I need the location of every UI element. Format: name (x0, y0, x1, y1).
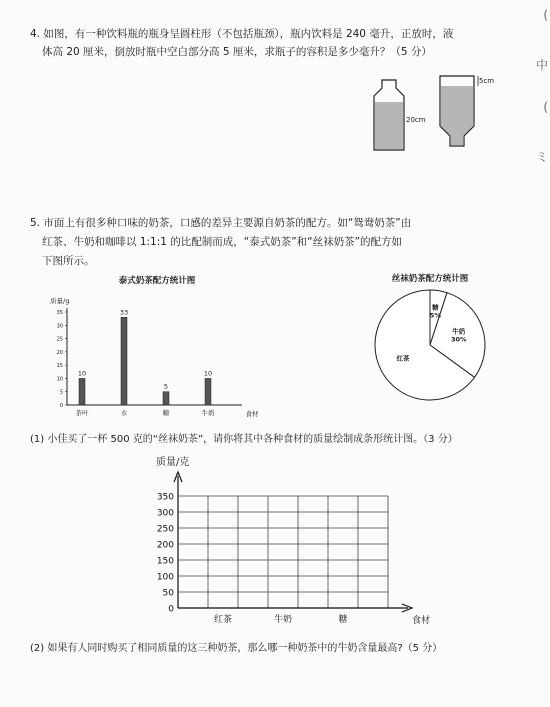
bar (163, 392, 169, 405)
edge-mark: ミ (535, 150, 548, 164)
y-tick-label: 5 (59, 389, 63, 396)
x-axis-label: 食材 (245, 410, 259, 418)
bar (205, 378, 211, 405)
bar-value-label: 10 (203, 369, 213, 378)
x-category-label: 茶叶 (75, 409, 89, 417)
pie-slice-label: 红茶 (396, 354, 410, 363)
y-tick-label: 200 (156, 540, 174, 551)
q5-sub2-text: (2) 如果有人同时购买了相同质量的这三种奶茶，那么哪一种奶茶中的牛奶含量最高?（5 分） (30, 643, 443, 654)
y-tick-label: 100 (156, 572, 174, 583)
pie-slice-percent: 5% (429, 311, 441, 320)
y-tick-label: 25 (56, 336, 63, 343)
bar-value-label: 33 (119, 308, 129, 317)
chart-title: 泰式奶茶配方统计图 (118, 276, 196, 286)
x-category-label: 牛奶 (273, 615, 293, 625)
pie-slice-label: 牛奶 (452, 327, 466, 336)
y-axis-label: 质量/g (50, 297, 70, 305)
y-tick-label: 350 (156, 492, 174, 503)
edge-mark: ( (543, 8, 548, 22)
inverted-gap-label: 5cm (479, 77, 495, 85)
inverted-bottle-figure (440, 76, 494, 146)
y-tick-label: 250 (156, 524, 174, 535)
bar (121, 317, 127, 405)
y-tick-label: 30 (56, 323, 63, 330)
x-category-label: 水 (120, 409, 128, 417)
q4-text-line1: 4. 如图，有一种饮料瓶的瓶身呈圆柱形（不包括瓶颈），瓶内饮料是 240 毫升，正放时，液 (30, 28, 454, 40)
x-category-label: 糖 (338, 615, 348, 625)
bottle-figures (360, 70, 510, 160)
y-tick-label: 35 (56, 310, 63, 316)
bar-value-label: 10 (77, 369, 87, 378)
edge-mark: 中 (535, 58, 548, 72)
q4-text-line2: 体高 20 厘米，倒放时瓶中空白部分高 5 厘米，求瓶子的容积是多少毫升？（5 分） (42, 46, 432, 58)
y-tick-label: 150 (156, 556, 174, 567)
x-axis-label: 食材 (412, 616, 431, 626)
y-tick-label: 0 (59, 403, 63, 409)
chart-title: 丝袜奶茶配方统计图 (391, 274, 469, 284)
y-tick-label: 50 (162, 588, 174, 599)
blank-bar-chart-grid[interactable] (140, 448, 440, 636)
pie-slice-label: 糖 (432, 303, 439, 312)
y-tick-label: 0 (168, 604, 174, 615)
silk-stocking-milk-tea-chart (360, 268, 510, 403)
upright-height-label: 20cm (406, 116, 426, 124)
upright-bottle-figure (374, 80, 426, 150)
bar (79, 378, 85, 405)
edge-mark: ( (543, 100, 548, 114)
x-category-label: 糖 (162, 409, 170, 417)
y-tick-label: 10 (56, 376, 63, 383)
bar-value-label: 5 (163, 382, 169, 391)
y-tick-label: 15 (56, 363, 63, 370)
pie-slice-percent: 30% (450, 335, 467, 344)
q5-text-line2: 红茶、牛奶和咖啡以 1:1:1 的比配制而成，“泰式奶茶”和“丝袜奶茶”的配方如 (42, 236, 403, 248)
y-tick-label: 300 (156, 508, 174, 519)
x-category-label: 牛奶 (201, 409, 215, 417)
q5-text-line3: 下图所示。 (42, 255, 95, 267)
x-category-label: 红茶 (213, 615, 233, 625)
thai-milk-tea-chart (42, 270, 272, 420)
q5-text-line1: 5. 市面上有很多种口味的奶茶，口感的差异主要源自奶茶的配方。如“鸳鸯奶茶”由 (30, 217, 412, 229)
q5-sub1-text: (1) 小佳买了一杯 500 克的“丝袜奶茶”，请你将其中各种食材的质量绘制成条形统计图。（3 分） (30, 434, 458, 445)
y-tick-label: 20 (56, 349, 63, 356)
y-axis-label: 质量/克 (156, 457, 190, 468)
